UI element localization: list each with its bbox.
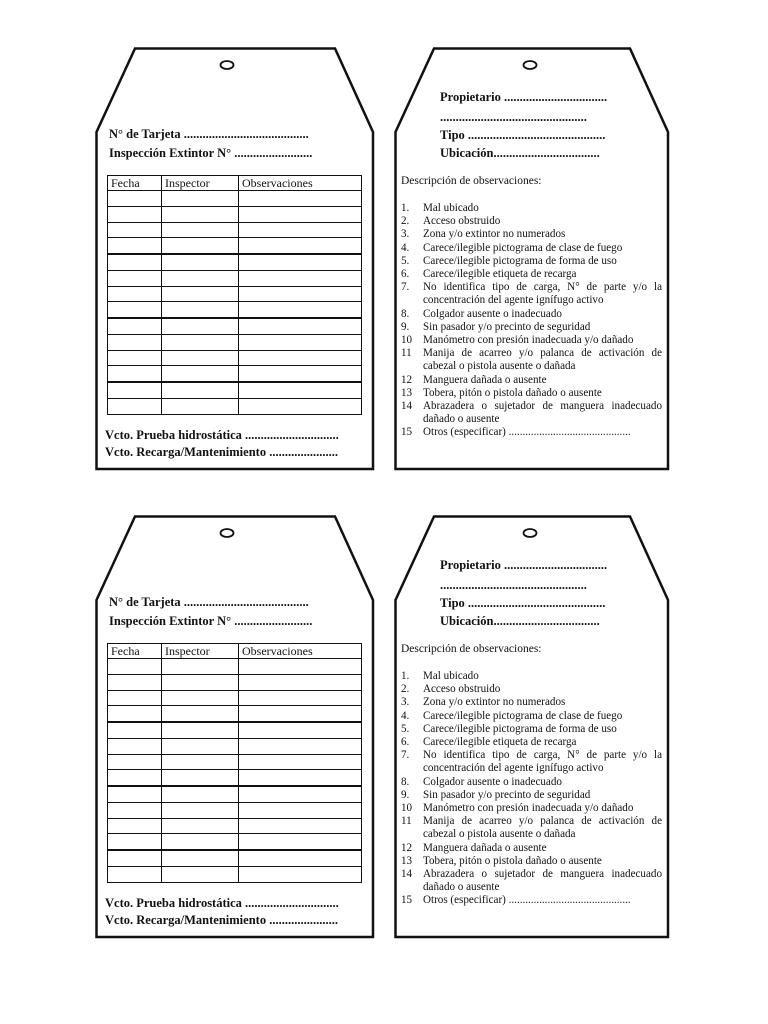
observation-text: Otros (especificar) ............................................ bbox=[423, 894, 631, 907]
table-cell[interactable] bbox=[108, 866, 162, 882]
observation-text: Manija de acarreo y/o palanca de activación de cabezal o pistola ausente o dañada bbox=[423, 347, 662, 373]
table-row bbox=[108, 722, 362, 738]
table-cell[interactable] bbox=[108, 350, 162, 366]
hydro-test-dots: .............................. bbox=[245, 896, 339, 910]
tag-hole-icon bbox=[524, 529, 537, 537]
observation-number: 14 bbox=[401, 868, 413, 881]
table-cell[interactable] bbox=[108, 818, 162, 834]
table-cell[interactable] bbox=[108, 398, 162, 414]
hydro-test-dots: .............................. bbox=[245, 428, 339, 442]
table-cell[interactable] bbox=[162, 270, 239, 286]
type-field bbox=[440, 128, 605, 143]
observation-number: 12 bbox=[401, 373, 413, 386]
table-row bbox=[108, 866, 362, 882]
table-cell[interactable] bbox=[108, 659, 162, 675]
observation-number: 4. bbox=[401, 709, 410, 722]
table-cell[interactable] bbox=[162, 866, 239, 882]
table-row bbox=[108, 659, 362, 675]
table-cell[interactable] bbox=[108, 722, 162, 738]
table-cell[interactable] bbox=[108, 254, 162, 270]
observation-text: Manómetro con presión inadecuada y/o dañado bbox=[423, 802, 634, 815]
location-label: Ubicación bbox=[440, 614, 494, 628]
table-cell[interactable] bbox=[108, 802, 162, 818]
table-row bbox=[108, 382, 362, 398]
table-cell[interactable] bbox=[108, 222, 162, 238]
table-cell[interactable] bbox=[162, 286, 239, 302]
table-cell[interactable] bbox=[239, 318, 362, 334]
list-item bbox=[401, 347, 662, 373]
observations-list bbox=[401, 202, 662, 440]
table-cell[interactable] bbox=[108, 238, 162, 254]
table-cell[interactable] bbox=[108, 770, 162, 786]
list-item bbox=[401, 242, 662, 255]
table-cell[interactable] bbox=[108, 674, 162, 690]
observation-number: 13 bbox=[401, 854, 413, 867]
observation-number: 3. bbox=[401, 696, 410, 709]
table-cell[interactable] bbox=[162, 382, 239, 398]
observation-text: No identifica tipo de carga, N° de parte y/o la concentración del agente ignífugo activo bbox=[423, 281, 662, 307]
observation-number: 15 bbox=[401, 426, 413, 439]
list-item bbox=[401, 842, 662, 855]
column-header: Observaciones bbox=[239, 176, 362, 191]
inspection-log-table bbox=[107, 643, 362, 883]
table-cell[interactable] bbox=[162, 706, 239, 722]
table-cell[interactable] bbox=[162, 334, 239, 350]
observation-number: 12 bbox=[401, 841, 413, 854]
inspection-dots: ......................... bbox=[234, 614, 313, 628]
observation-text: Carece/ilegible pictograma de forma de uso bbox=[423, 254, 617, 267]
table-cell[interactable] bbox=[162, 690, 239, 706]
owner-dots: ................................. bbox=[504, 558, 608, 572]
table-cell[interactable] bbox=[239, 834, 362, 850]
table-cell[interactable] bbox=[162, 238, 239, 254]
observation-number: 2. bbox=[401, 683, 410, 696]
table-cell[interactable] bbox=[162, 206, 239, 222]
table-cell[interactable] bbox=[162, 834, 239, 850]
table-row bbox=[108, 690, 362, 706]
table-row bbox=[108, 286, 362, 302]
list-item bbox=[401, 426, 662, 439]
location-label: Ubicación bbox=[440, 146, 494, 160]
recharge-dots: ...................... bbox=[269, 913, 338, 927]
observation-number: 7. bbox=[401, 281, 410, 294]
observation-text: Tobera, pitón o pistola dañado o ausente bbox=[423, 386, 602, 399]
list-item bbox=[401, 308, 662, 321]
table-cell[interactable] bbox=[239, 206, 362, 222]
owner-dots: ................................. bbox=[504, 90, 608, 104]
observation-text: Carece/ilegible etiqueta de recarga bbox=[423, 268, 577, 281]
list-item bbox=[401, 894, 662, 907]
hydro-test-field bbox=[105, 896, 339, 911]
observation-number: 5. bbox=[401, 254, 410, 267]
observation-text: Carece/ilegible etiqueta de recarga bbox=[423, 736, 577, 749]
column-header: Fecha bbox=[108, 644, 162, 659]
observation-number: 5. bbox=[401, 722, 410, 735]
table-cell[interactable] bbox=[162, 254, 239, 270]
table-cell[interactable] bbox=[239, 382, 362, 398]
observation-text: Carece/ilegible pictograma de clase de fuego bbox=[423, 241, 623, 254]
table-cell[interactable] bbox=[239, 334, 362, 350]
table-cell[interactable] bbox=[239, 350, 362, 366]
table-row bbox=[108, 786, 362, 802]
observation-text: Zona y/o extintor no numerados bbox=[423, 696, 566, 709]
owner-label: Propietario bbox=[440, 90, 501, 104]
inspection-dots: ......................... bbox=[234, 146, 313, 160]
list-item bbox=[401, 321, 662, 334]
table-row bbox=[108, 350, 362, 366]
observation-text: Colgador ausente o inadecuado bbox=[423, 775, 562, 788]
table-cell[interactable] bbox=[239, 754, 362, 770]
table-cell[interactable] bbox=[108, 191, 162, 207]
inspection-label: Inspección Extintor N° bbox=[109, 146, 232, 160]
table-row bbox=[108, 222, 362, 238]
table-row bbox=[108, 754, 362, 770]
observation-number: 13 bbox=[401, 386, 413, 399]
table-header-row bbox=[108, 176, 362, 191]
table-cell[interactable] bbox=[162, 850, 239, 866]
table-cell[interactable] bbox=[239, 738, 362, 754]
table-row bbox=[108, 398, 362, 414]
table-cell[interactable] bbox=[108, 318, 162, 334]
list-item bbox=[401, 789, 662, 802]
observation-text: Colgador ausente o inadecuado bbox=[423, 307, 562, 320]
observation-text: Mal ubicado bbox=[423, 202, 479, 214]
table-cell[interactable] bbox=[162, 802, 239, 818]
column-header: Observaciones bbox=[239, 644, 362, 659]
table-row bbox=[108, 318, 362, 334]
observation-number: 11 bbox=[401, 815, 412, 828]
inspection-log-table bbox=[107, 175, 362, 415]
observation-number: 1. bbox=[401, 670, 410, 682]
table-cell[interactable] bbox=[108, 850, 162, 866]
list-item bbox=[401, 815, 662, 841]
table-row bbox=[108, 770, 362, 786]
table-cell[interactable] bbox=[239, 802, 362, 818]
hydro-test-label: Vcto. Prueba hidrostática bbox=[105, 896, 242, 910]
observation-number: 6. bbox=[401, 736, 410, 749]
list-item bbox=[401, 281, 662, 307]
list-item bbox=[401, 670, 662, 683]
table-row bbox=[108, 191, 362, 207]
inspection-field bbox=[109, 614, 312, 629]
type-label: Tipo bbox=[440, 596, 465, 610]
observations-title: Descripción de observaciones: bbox=[401, 643, 542, 655]
hydro-test-label: Vcto. Prueba hidrostática bbox=[105, 428, 242, 442]
column-header: Inspector bbox=[162, 644, 239, 659]
type-dots: ............................................ bbox=[467, 128, 606, 142]
list-item bbox=[401, 268, 662, 281]
table-cell[interactable] bbox=[162, 222, 239, 238]
card-number-dots: ........................................ bbox=[183, 595, 309, 609]
type-field bbox=[440, 596, 605, 611]
table-cell[interactable] bbox=[162, 738, 239, 754]
table-row bbox=[108, 706, 362, 722]
observation-number: 6. bbox=[401, 268, 410, 281]
recharge-label: Vcto. Recarga/Mantenimiento bbox=[105, 913, 267, 927]
tag-hole-icon bbox=[524, 61, 537, 69]
list-item bbox=[401, 696, 662, 709]
location-field bbox=[440, 614, 600, 629]
list-item bbox=[401, 776, 662, 789]
table-cell[interactable] bbox=[239, 238, 362, 254]
observation-number: 9. bbox=[401, 320, 410, 333]
table-cell[interactable] bbox=[239, 770, 362, 786]
observation-number: 15 bbox=[401, 894, 413, 907]
observation-text: Manguera dañada o ausente bbox=[423, 841, 547, 854]
observation-number: 3. bbox=[401, 228, 410, 241]
card-number-label: N° de Tarjeta bbox=[109, 595, 181, 609]
observation-number: 11 bbox=[401, 347, 412, 360]
table-cell[interactable] bbox=[162, 191, 239, 207]
list-item bbox=[401, 723, 662, 736]
back-tag-card bbox=[394, 47, 670, 472]
list-item bbox=[401, 387, 662, 400]
observation-number: 10 bbox=[401, 802, 413, 815]
list-item bbox=[401, 683, 662, 696]
table-cell[interactable] bbox=[108, 786, 162, 802]
observation-number: 7. bbox=[401, 749, 410, 762]
observation-number: 8. bbox=[401, 307, 410, 320]
observation-number: 1. bbox=[401, 202, 410, 214]
list-item bbox=[401, 374, 662, 387]
observation-text: Carece/ilegible pictograma de clase de fuego bbox=[423, 709, 623, 722]
column-header: Inspector bbox=[162, 176, 239, 191]
table-cell[interactable] bbox=[162, 350, 239, 366]
table-row bbox=[108, 206, 362, 222]
observations-title: Descripción de observaciones: bbox=[401, 175, 542, 187]
table-row bbox=[108, 850, 362, 866]
table-cell[interactable] bbox=[162, 722, 239, 738]
table-cell[interactable] bbox=[108, 754, 162, 770]
table-cell[interactable] bbox=[239, 222, 362, 238]
list-item bbox=[401, 749, 662, 775]
observation-number: 14 bbox=[401, 400, 413, 413]
observation-text: Manómetro con presión inadecuada y/o dañado bbox=[423, 334, 634, 347]
list-item bbox=[401, 802, 662, 815]
list-item bbox=[401, 710, 662, 723]
table-cell[interactable] bbox=[162, 786, 239, 802]
observation-text: Mal ubicado bbox=[423, 670, 479, 682]
recharge-dots: ...................... bbox=[269, 445, 338, 459]
observation-text: Zona y/o extintor no numerados bbox=[423, 228, 566, 241]
list-item bbox=[401, 334, 662, 347]
table-row bbox=[108, 834, 362, 850]
card-number-field bbox=[109, 127, 309, 142]
table-cell[interactable] bbox=[162, 674, 239, 690]
observation-text: Sin pasador y/o precinto de seguridad bbox=[423, 788, 591, 801]
observation-text: Acceso obstruido bbox=[423, 683, 501, 696]
table-cell[interactable] bbox=[239, 302, 362, 318]
table-cell[interactable] bbox=[239, 818, 362, 834]
table-cell[interactable] bbox=[162, 366, 239, 382]
owner-field bbox=[440, 558, 607, 573]
table-cell[interactable] bbox=[239, 786, 362, 802]
observations-list bbox=[401, 670, 662, 908]
card-number-dots: ........................................ bbox=[183, 127, 309, 141]
table-cell[interactable] bbox=[239, 674, 362, 690]
table-cell[interactable] bbox=[239, 706, 362, 722]
table-row bbox=[108, 674, 362, 690]
owner-label: Propietario bbox=[440, 558, 501, 572]
recharge-field bbox=[105, 445, 338, 460]
list-item bbox=[401, 255, 662, 268]
table-row bbox=[108, 802, 362, 818]
table-cell[interactable] bbox=[239, 866, 362, 882]
tag-hole-icon bbox=[221, 61, 234, 69]
observation-number: 8. bbox=[401, 775, 410, 788]
column-header: Fecha bbox=[108, 176, 162, 191]
list-item bbox=[401, 228, 662, 241]
table-row bbox=[108, 254, 362, 270]
observation-text: Carece/ilegible pictograma de forma de uso bbox=[423, 722, 617, 735]
front-tag-card bbox=[95, 47, 375, 472]
table-cell[interactable] bbox=[162, 754, 239, 770]
table-cell[interactable] bbox=[108, 738, 162, 754]
owner-dots-line2: ............................................... bbox=[440, 578, 587, 592]
list-item bbox=[401, 215, 662, 228]
table-cell[interactable] bbox=[108, 706, 162, 722]
table-cell[interactable] bbox=[239, 286, 362, 302]
table-cell[interactable] bbox=[108, 834, 162, 850]
location-field bbox=[440, 146, 600, 161]
list-item bbox=[401, 855, 662, 868]
table-row bbox=[108, 334, 362, 350]
table-cell[interactable] bbox=[162, 318, 239, 334]
observation-number: 9. bbox=[401, 788, 410, 801]
table-row bbox=[108, 366, 362, 382]
inspection-label: Inspección Extintor N° bbox=[109, 614, 232, 628]
recharge-field bbox=[105, 913, 338, 928]
table-row bbox=[108, 738, 362, 754]
location-dots: .................................. bbox=[493, 146, 600, 160]
table-cell[interactable] bbox=[108, 366, 162, 382]
list-item bbox=[401, 400, 662, 426]
table-cell[interactable] bbox=[239, 850, 362, 866]
table-cell[interactable] bbox=[162, 398, 239, 414]
table-header-row bbox=[108, 644, 362, 659]
table-cell[interactable] bbox=[239, 722, 362, 738]
observation-text: Sin pasador y/o precinto de seguridad bbox=[423, 320, 591, 333]
observation-text: Otros (especificar) ............................................ bbox=[423, 426, 631, 439]
inspection-field bbox=[109, 146, 312, 161]
observation-text: Abrazadera o sujetador de manguera inadecuado dañado o ausente bbox=[423, 400, 662, 426]
table-cell[interactable] bbox=[108, 334, 162, 350]
table-cell[interactable] bbox=[108, 286, 162, 302]
observation-text: Manija de acarreo y/o palanca de activación de cabezal o pistola ausente o dañada bbox=[423, 815, 662, 841]
table-cell[interactable] bbox=[239, 659, 362, 675]
list-item bbox=[401, 202, 662, 215]
type-label: Tipo bbox=[440, 128, 465, 142]
card-number-label: N° de Tarjeta bbox=[109, 127, 181, 141]
front-tag-card bbox=[95, 515, 375, 940]
owner-dots-line2: ............................................... bbox=[440, 110, 587, 124]
type-dots: ............................................ bbox=[467, 596, 606, 610]
list-item bbox=[401, 868, 662, 894]
observation-number: 10 bbox=[401, 334, 413, 347]
table-cell[interactable] bbox=[108, 206, 162, 222]
table-cell[interactable] bbox=[108, 382, 162, 398]
table-cell[interactable] bbox=[162, 770, 239, 786]
observation-text: Abrazadera o sujetador de manguera inadecuado dañado o ausente bbox=[423, 868, 662, 894]
table-row bbox=[108, 302, 362, 318]
table-cell[interactable] bbox=[162, 818, 239, 834]
list-item bbox=[401, 736, 662, 749]
tag-hole-icon bbox=[221, 529, 234, 537]
table-cell[interactable] bbox=[239, 254, 362, 270]
table-cell[interactable] bbox=[239, 398, 362, 414]
back-tag-card bbox=[394, 515, 670, 940]
observation-text: Tobera, pitón o pistola dañado o ausente bbox=[423, 854, 602, 867]
table-cell[interactable] bbox=[108, 690, 162, 706]
recharge-label: Vcto. Recarga/Mantenimiento bbox=[105, 445, 267, 459]
observation-number: 4. bbox=[401, 241, 410, 254]
table-row bbox=[108, 238, 362, 254]
table-cell[interactable] bbox=[239, 690, 362, 706]
hydro-test-field bbox=[105, 428, 339, 443]
table-cell[interactable] bbox=[239, 191, 362, 207]
card-number-field bbox=[109, 595, 309, 610]
table-cell[interactable] bbox=[239, 366, 362, 382]
table-row bbox=[108, 818, 362, 834]
observation-number: 2. bbox=[401, 215, 410, 228]
table-cell[interactable] bbox=[162, 302, 239, 318]
observation-text: Acceso obstruido bbox=[423, 215, 501, 228]
observation-text: No identifica tipo de carga, N° de parte y/o la concentración del agente ignífugo activo bbox=[423, 749, 662, 775]
location-dots: .................................. bbox=[493, 614, 600, 628]
table-cell[interactable] bbox=[239, 270, 362, 286]
table-cell[interactable] bbox=[108, 302, 162, 318]
table-row bbox=[108, 270, 362, 286]
table-cell[interactable] bbox=[108, 270, 162, 286]
owner-field bbox=[440, 90, 607, 105]
observation-text: Manguera dañada o ausente bbox=[423, 373, 547, 386]
table-cell[interactable] bbox=[162, 659, 239, 675]
